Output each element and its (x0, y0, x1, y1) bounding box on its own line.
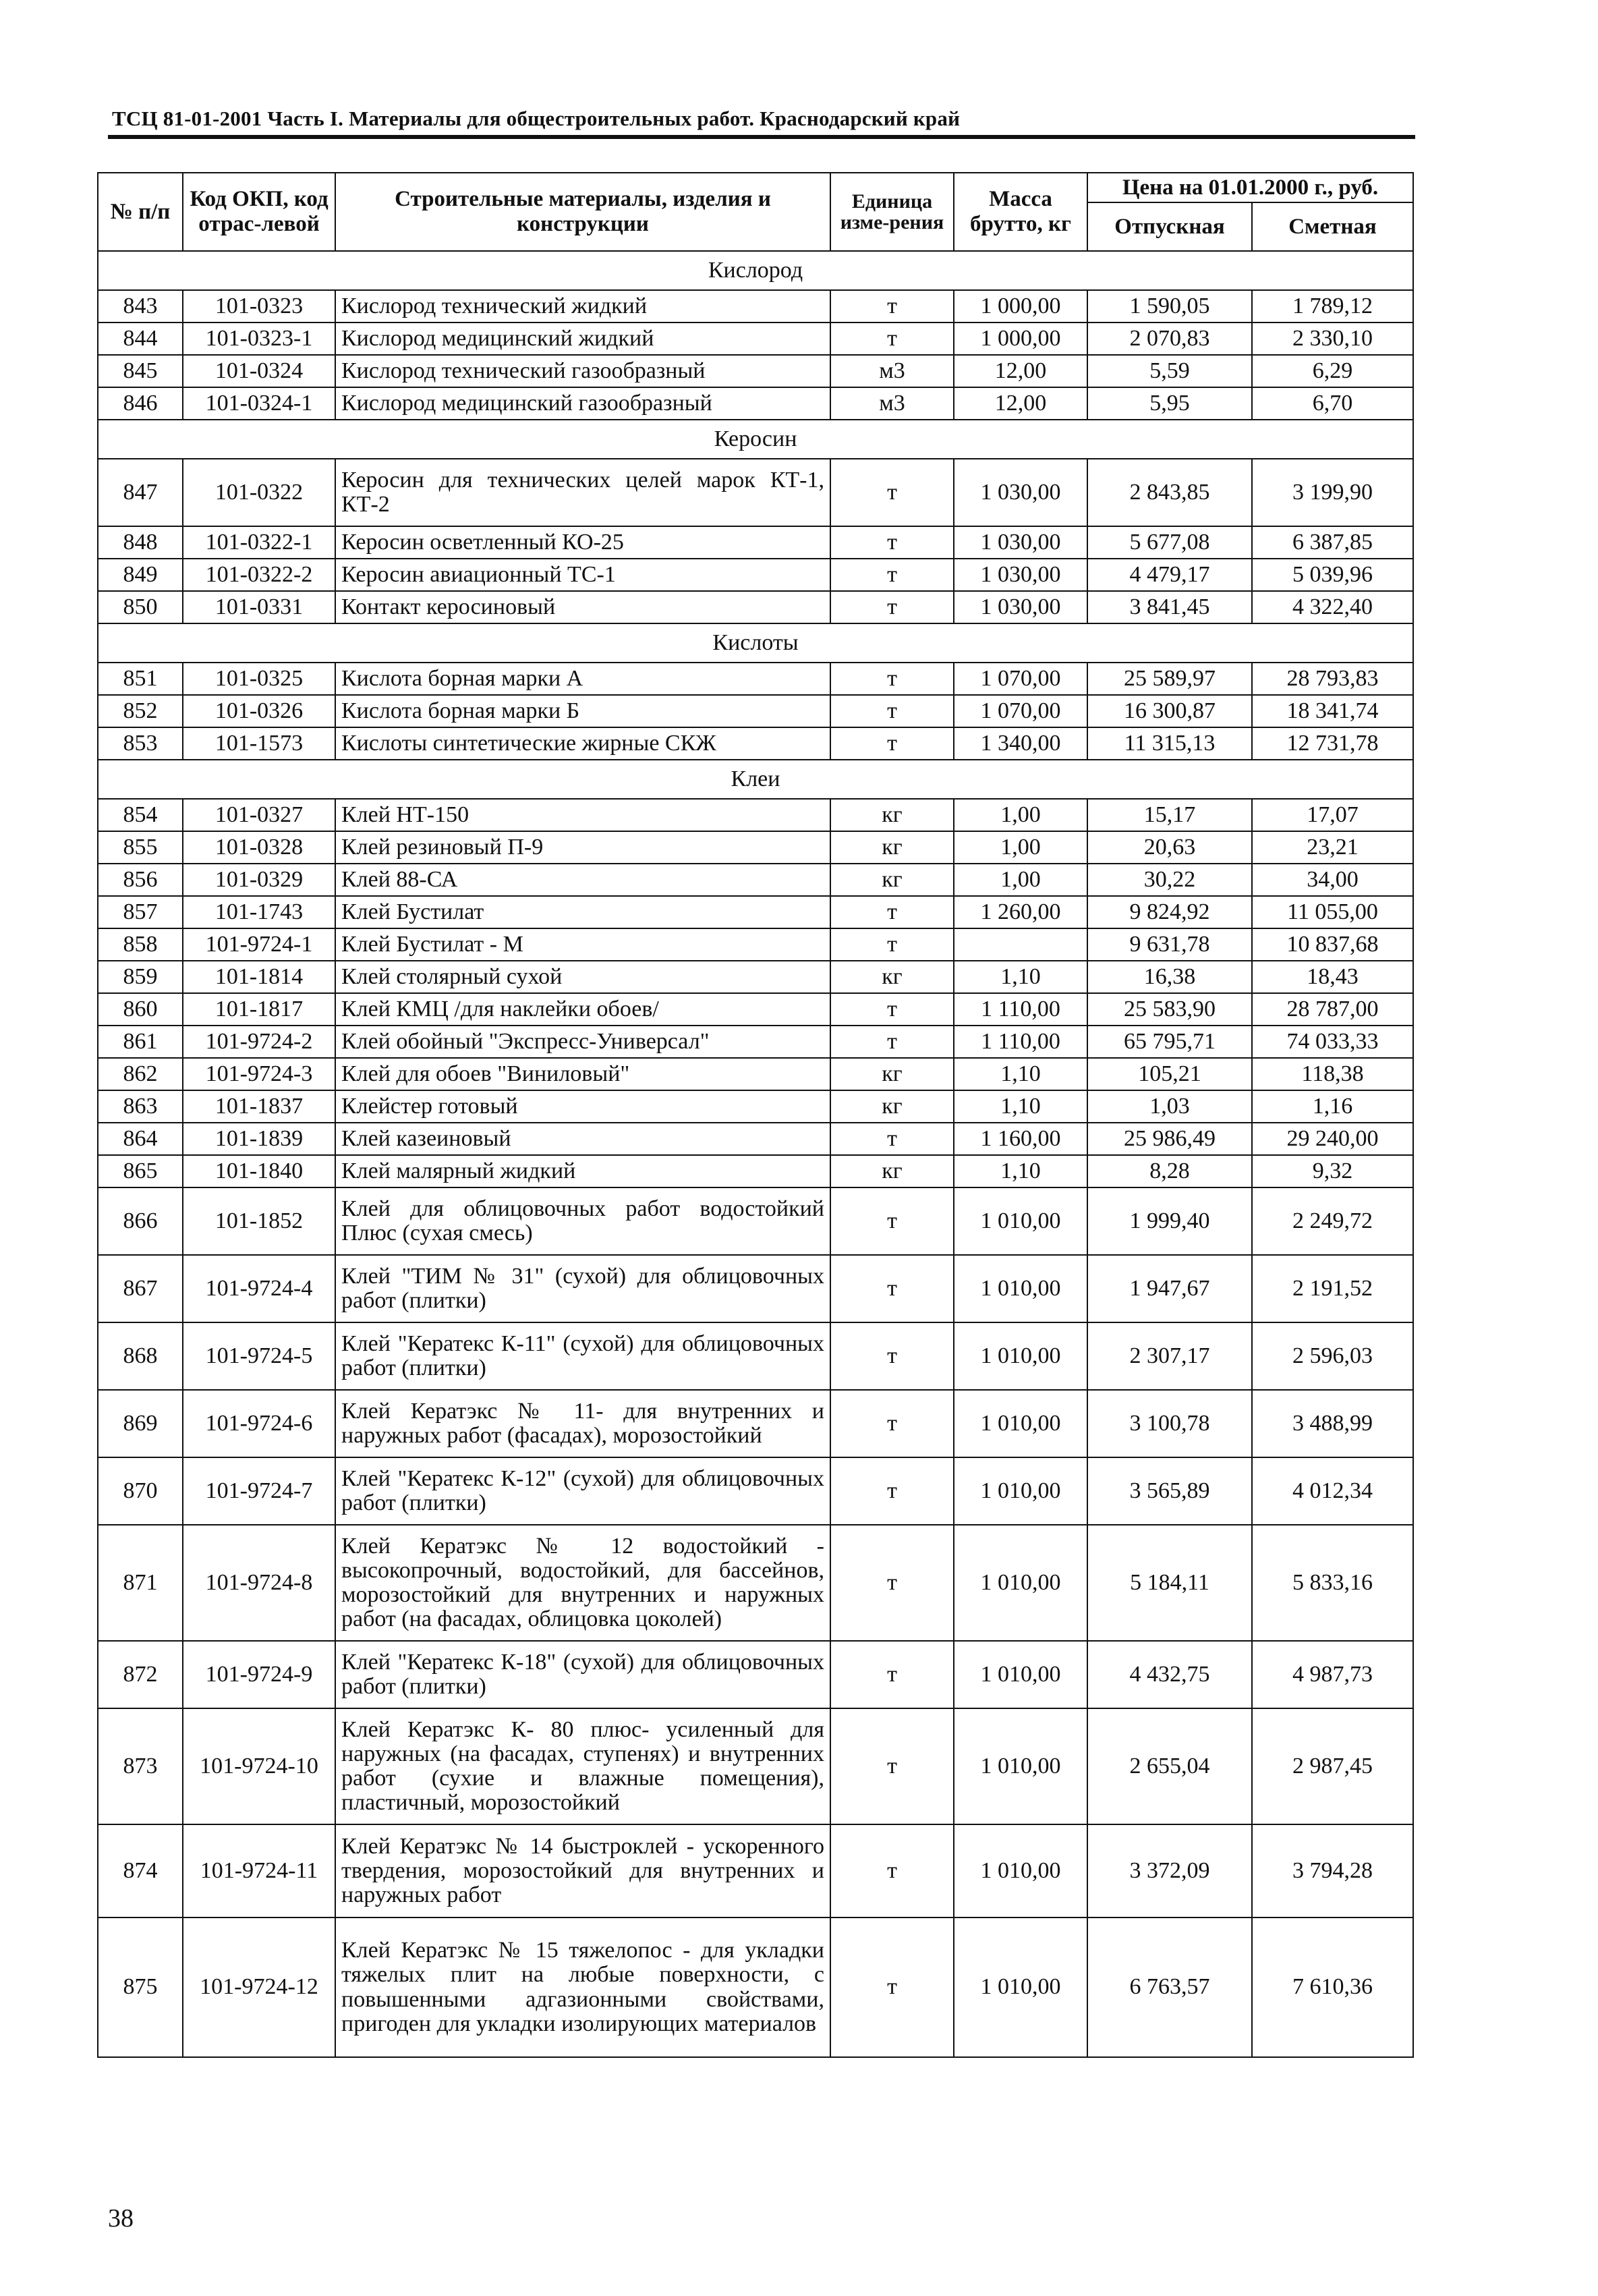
okp-code-cell: 101-0326 (183, 695, 335, 727)
material-name-cell: Кислота борная марки Б (335, 695, 830, 727)
estimate-price-cell: 12 731,78 (1252, 727, 1413, 760)
estimate-price-cell: 29 240,00 (1252, 1123, 1413, 1155)
unit-cell: т (830, 1525, 954, 1641)
column-header-release: Отпускная (1087, 202, 1252, 251)
okp-code-cell: 101-1573 (183, 727, 335, 760)
okp-code-cell: 101-0324 (183, 355, 335, 387)
release-price-cell: 30,22 (1087, 864, 1252, 896)
mass-cell: 1,00 (954, 831, 1087, 864)
row-number-cell: 862 (98, 1058, 183, 1090)
mass-cell: 12,00 (954, 387, 1087, 420)
mass-cell: 1 010,00 (954, 1255, 1087, 1322)
column-header-price-group: Цена на 01.01.2000 г., руб. (1087, 173, 1413, 202)
okp-code-cell: 101-0329 (183, 864, 335, 896)
material-name-cell: Клей столярный сухой (335, 961, 830, 993)
release-price-cell: 6 763,57 (1087, 1917, 1252, 2057)
mass-cell: 1 010,00 (954, 1917, 1087, 2057)
mass-cell: 1 010,00 (954, 1824, 1087, 1917)
table-row (98, 663, 1413, 695)
okp-code-cell: 101-9724-4 (183, 1255, 335, 1322)
okp-code-cell: 101-1852 (183, 1187, 335, 1255)
okp-code-cell: 101-0323-1 (183, 323, 335, 355)
unit-cell: т (830, 459, 954, 526)
section-title: Клеи (98, 760, 1413, 799)
row-number-cell: 849 (98, 559, 183, 591)
table-row (98, 1026, 1413, 1058)
row-number-cell: 847 (98, 459, 183, 526)
estimate-price-cell: 18 341,74 (1252, 695, 1413, 727)
materials-price-table (97, 172, 1414, 2058)
estimate-price-cell: 3 199,90 (1252, 459, 1413, 526)
row-number-cell: 863 (98, 1090, 183, 1123)
table-row (98, 1255, 1413, 1322)
row-number-cell: 846 (98, 387, 183, 420)
header-rule (108, 135, 1415, 139)
release-price-cell: 20,63 (1087, 831, 1252, 864)
release-price-cell: 9 631,78 (1087, 928, 1252, 961)
material-name-cell: Клей 88-СА (335, 864, 830, 896)
row-number-cell: 875 (98, 1917, 183, 2057)
release-price-cell: 1 999,40 (1087, 1187, 1252, 1255)
unit-cell: кг (830, 1090, 954, 1123)
table-row (98, 1322, 1413, 1390)
estimate-price-cell: 1 789,12 (1252, 290, 1413, 323)
okp-code-cell: 101-9724-12 (183, 1917, 335, 2057)
estimate-price-cell: 4 987,73 (1252, 1641, 1413, 1708)
estimate-price-cell: 2 191,52 (1252, 1255, 1413, 1322)
release-price-cell: 4 479,17 (1087, 559, 1252, 591)
okp-code-cell: 101-1837 (183, 1090, 335, 1123)
release-price-cell: 15,17 (1087, 799, 1252, 831)
unit-cell: т (830, 591, 954, 623)
unit-cell: т (830, 1187, 954, 1255)
material-name-cell: Клей для обоев "Виниловый" (335, 1058, 830, 1090)
mass-cell: 1 110,00 (954, 1026, 1087, 1058)
mass-cell: 1 010,00 (954, 1641, 1087, 1708)
mass-cell: 1 000,00 (954, 323, 1087, 355)
okp-code-cell: 101-9724-8 (183, 1525, 335, 1641)
material-name-cell: Клей обойный "Экспресс-Универсал" (335, 1026, 830, 1058)
okp-code-cell: 101-0322 (183, 459, 335, 526)
mass-cell: 1 160,00 (954, 1123, 1087, 1155)
unit-cell: кг (830, 1155, 954, 1187)
estimate-price-cell: 2 249,72 (1252, 1187, 1413, 1255)
release-price-cell: 25 589,97 (1087, 663, 1252, 695)
okp-code-cell: 101-0323 (183, 290, 335, 323)
estimate-price-cell: 3 794,28 (1252, 1824, 1413, 1917)
column-header-num: № п/п (98, 173, 183, 251)
table-row (98, 993, 1413, 1026)
mass-cell (954, 928, 1087, 961)
mass-cell: 1 260,00 (954, 896, 1087, 928)
okp-code-cell: 101-1817 (183, 993, 335, 1026)
material-name-cell: Керосин авиационный ТС-1 (335, 559, 830, 591)
estimate-price-cell: 10 837,68 (1252, 928, 1413, 961)
release-price-cell: 3 841,45 (1087, 591, 1252, 623)
mass-cell: 1 030,00 (954, 559, 1087, 591)
material-name-cell: Клей резиновый П-9 (335, 831, 830, 864)
unit-cell: т (830, 1708, 954, 1824)
okp-code-cell: 101-0325 (183, 663, 335, 695)
row-number-cell: 865 (98, 1155, 183, 1187)
unit-cell: т (830, 1390, 954, 1457)
estimate-price-cell: 7 610,36 (1252, 1917, 1413, 2057)
material-name-cell: Кислород технический газообразный (335, 355, 830, 387)
column-header-mass: Масса брутто, кг (954, 173, 1087, 251)
row-number-cell: 874 (98, 1824, 183, 1917)
release-price-cell: 25 583,90 (1087, 993, 1252, 1026)
table-body (98, 251, 1413, 2057)
release-price-cell: 2 307,17 (1087, 1322, 1252, 1390)
table-row (98, 864, 1413, 896)
estimate-price-cell: 118,38 (1252, 1058, 1413, 1090)
row-number-cell: 860 (98, 993, 183, 1026)
unit-cell: т (830, 1026, 954, 1058)
unit-cell: кг (830, 864, 954, 896)
column-header-code: Код ОКП, код отрас-левой (183, 173, 335, 251)
estimate-price-cell: 17,07 (1252, 799, 1413, 831)
column-header-name: Строительные материалы, изделия и конструкции (335, 173, 830, 251)
row-number-cell: 856 (98, 864, 183, 896)
material-name-cell: Клей Кератэкс № 14 быстроклей - ускоренного твердения, морозостойкий для внутренних и наружных работ (335, 1824, 830, 1917)
estimate-price-cell: 74 033,33 (1252, 1026, 1413, 1058)
release-price-cell: 65 795,71 (1087, 1026, 1252, 1058)
unit-cell: т (830, 727, 954, 760)
unit-cell: кг (830, 831, 954, 864)
material-name-cell: Керосин осветленный КО-25 (335, 526, 830, 559)
section-heading-row (98, 251, 1413, 290)
material-name-cell: Кислород медицинский жидкий (335, 323, 830, 355)
row-number-cell: 867 (98, 1255, 183, 1322)
mass-cell: 1 000,00 (954, 290, 1087, 323)
material-name-cell: Клей Бустилат (335, 896, 830, 928)
estimate-price-cell: 5 833,16 (1252, 1525, 1413, 1641)
table-row (98, 323, 1413, 355)
unit-cell: т (830, 526, 954, 559)
release-price-cell: 4 432,75 (1087, 1641, 1252, 1708)
mass-cell: 1 030,00 (954, 591, 1087, 623)
estimate-price-cell: 6 387,85 (1252, 526, 1413, 559)
section-heading-row (98, 420, 1413, 459)
unit-cell: т (830, 993, 954, 1026)
estimate-price-cell: 4 012,34 (1252, 1457, 1413, 1525)
row-number-cell: 861 (98, 1026, 183, 1058)
mass-cell: 1 010,00 (954, 1457, 1087, 1525)
mass-cell: 1,10 (954, 1058, 1087, 1090)
material-name-cell: Клей Бустилат - М (335, 928, 830, 961)
unit-cell: т (830, 1457, 954, 1525)
estimate-price-cell: 6,70 (1252, 387, 1413, 420)
material-name-cell: Клей Кератэкс № 12 водостойкий - высокопрочный, водостойкий, для бассейнов, морозостойкий для внутренних и наружных работ (на фасадах, облицовка цоколей) (335, 1525, 830, 1641)
table-row (98, 559, 1413, 591)
material-name-cell: Клейстер готовый (335, 1090, 830, 1123)
release-price-cell: 3 100,78 (1087, 1390, 1252, 1457)
okp-code-cell: 101-1839 (183, 1123, 335, 1155)
okp-code-cell: 101-0327 (183, 799, 335, 831)
estimate-price-cell: 6,29 (1252, 355, 1413, 387)
okp-code-cell: 101-9724-6 (183, 1390, 335, 1457)
release-price-cell: 3 372,09 (1087, 1824, 1252, 1917)
table-row (98, 1058, 1413, 1090)
row-number-cell: 850 (98, 591, 183, 623)
material-name-cell: Клей для облицовочных работ водостойкий Плюс (сухая смесь) (335, 1187, 830, 1255)
mass-cell: 1 010,00 (954, 1322, 1087, 1390)
estimate-price-cell: 4 322,40 (1252, 591, 1413, 623)
release-price-cell: 16,38 (1087, 961, 1252, 993)
material-name-cell: Кислота борная марки А (335, 663, 830, 695)
table-row (98, 1123, 1413, 1155)
row-number-cell: 854 (98, 799, 183, 831)
row-number-cell: 844 (98, 323, 183, 355)
estimate-price-cell: 3 488,99 (1252, 1390, 1413, 1457)
material-name-cell: Кислоты синтетические жирные СКЖ (335, 727, 830, 760)
unit-cell: т (830, 1123, 954, 1155)
estimate-price-cell: 5 039,96 (1252, 559, 1413, 591)
row-number-cell: 857 (98, 896, 183, 928)
table-row (98, 355, 1413, 387)
okp-code-cell: 101-1814 (183, 961, 335, 993)
table-row (98, 526, 1413, 559)
table-row (98, 727, 1413, 760)
row-number-cell: 869 (98, 1390, 183, 1457)
table-row (98, 591, 1413, 623)
table-row (98, 831, 1413, 864)
estimate-price-cell: 23,21 (1252, 831, 1413, 864)
material-name-cell: Клей КМЦ /для наклейки обоев/ (335, 993, 830, 1026)
mass-cell: 1,10 (954, 1155, 1087, 1187)
release-price-cell: 105,21 (1087, 1058, 1252, 1090)
unit-cell: т (830, 928, 954, 961)
table-row (98, 1090, 1413, 1123)
estimate-price-cell: 34,00 (1252, 864, 1413, 896)
okp-code-cell: 101-9724-1 (183, 928, 335, 961)
row-number-cell: 855 (98, 831, 183, 864)
mass-cell: 1,10 (954, 1090, 1087, 1123)
table-row (98, 387, 1413, 420)
release-price-cell: 16 300,87 (1087, 695, 1252, 727)
table-header (98, 173, 1413, 251)
mass-cell: 1 070,00 (954, 695, 1087, 727)
table-row (98, 799, 1413, 831)
material-name-cell: Клей "Кератекс К-11" (сухой) для облицовочных работ (плитки) (335, 1322, 830, 1390)
row-number-cell: 843 (98, 290, 183, 323)
mass-cell: 12,00 (954, 355, 1087, 387)
table-row (98, 459, 1413, 526)
section-heading-row (98, 760, 1413, 799)
release-price-cell: 9 824,92 (1087, 896, 1252, 928)
unit-cell: т (830, 1641, 954, 1708)
page-number: 38 (108, 2204, 134, 2233)
estimate-price-cell: 28 787,00 (1252, 993, 1413, 1026)
row-number-cell: 858 (98, 928, 183, 961)
mass-cell: 1 030,00 (954, 526, 1087, 559)
material-name-cell: Клей Кератэкс К- 80 плюс- усиленный для наружных (на фасадах, ступенях) и внутренних работ (сухие и влажные помещения), пластичный, морозостойкий (335, 1708, 830, 1824)
material-name-cell: Клей Кератэкс № 15 тяжелопос - для укладки тяжелых плит на любые поверхности, с повышенными адгазионными свойствами, пригоден для укладки изолирующих материалов (335, 1917, 830, 2057)
table-row (98, 1708, 1413, 1824)
release-price-cell: 5,95 (1087, 387, 1252, 420)
okp-code-cell: 101-9724-9 (183, 1641, 335, 1708)
material-name-cell: Клей "Кератекс К-12" (сухой) для облицовочных работ (плитки) (335, 1457, 830, 1525)
row-number-cell: 853 (98, 727, 183, 760)
row-number-cell: 871 (98, 1525, 183, 1641)
material-name-cell: Клей "ТИМ № 31" (сухой) для облицовочных работ (плитки) (335, 1255, 830, 1322)
estimate-price-cell: 1,16 (1252, 1090, 1413, 1123)
row-number-cell: 852 (98, 695, 183, 727)
mass-cell: 1 110,00 (954, 993, 1087, 1026)
okp-code-cell: 101-0328 (183, 831, 335, 864)
okp-code-cell: 101-9724-10 (183, 1708, 335, 1824)
material-name-cell: Кислород технический жидкий (335, 290, 830, 323)
table-row (98, 695, 1413, 727)
unit-cell: т (830, 663, 954, 695)
row-number-cell: 864 (98, 1123, 183, 1155)
okp-code-cell: 101-9724-11 (183, 1824, 335, 1917)
release-price-cell: 5 184,11 (1087, 1525, 1252, 1641)
unit-cell: т (830, 290, 954, 323)
mass-cell: 1,00 (954, 799, 1087, 831)
table-row (98, 896, 1413, 928)
row-number-cell: 873 (98, 1708, 183, 1824)
row-number-cell: 845 (98, 355, 183, 387)
mass-cell: 1 340,00 (954, 727, 1087, 760)
mass-cell: 1,10 (954, 961, 1087, 993)
table-row (98, 961, 1413, 993)
row-number-cell: 872 (98, 1641, 183, 1708)
table-row (98, 1457, 1413, 1525)
row-number-cell: 848 (98, 526, 183, 559)
release-price-cell: 1,03 (1087, 1090, 1252, 1123)
column-header-estimate: Сметная (1252, 202, 1413, 251)
table-row (98, 1824, 1413, 1917)
table-row (98, 1155, 1413, 1187)
column-header-unit: Единица изме-рения (830, 173, 954, 251)
estimate-price-cell: 9,32 (1252, 1155, 1413, 1187)
unit-cell: т (830, 896, 954, 928)
table-row (98, 290, 1413, 323)
mass-cell: 1 030,00 (954, 459, 1087, 526)
release-price-cell: 8,28 (1087, 1155, 1252, 1187)
table-row (98, 1390, 1413, 1457)
table-row (98, 1187, 1413, 1255)
release-price-cell: 2 070,83 (1087, 323, 1252, 355)
release-price-cell: 25 986,49 (1087, 1123, 1252, 1155)
material-name-cell: Керосин для технических целей марок КТ-1, КТ-2 (335, 459, 830, 526)
unit-cell: т (830, 1917, 954, 2057)
section-heading-row (98, 623, 1413, 663)
unit-cell: м3 (830, 387, 954, 420)
unit-cell: м3 (830, 355, 954, 387)
unit-cell: т (830, 695, 954, 727)
okp-code-cell: 101-0331 (183, 591, 335, 623)
material-name-cell: Клей казеиновый (335, 1123, 830, 1155)
unit-cell: т (830, 1322, 954, 1390)
material-name-cell: Клей НТ-150 (335, 799, 830, 831)
row-number-cell: 870 (98, 1457, 183, 1525)
section-title: Кислоты (98, 623, 1413, 663)
estimate-price-cell: 11 055,00 (1252, 896, 1413, 928)
estimate-price-cell: 2 987,45 (1252, 1708, 1413, 1824)
estimate-price-cell: 2 596,03 (1252, 1322, 1413, 1390)
mass-cell: 1,00 (954, 864, 1087, 896)
material-name-cell: Контакт керосиновый (335, 591, 830, 623)
release-price-cell: 2 843,85 (1087, 459, 1252, 526)
okp-code-cell: 101-9724-3 (183, 1058, 335, 1090)
mass-cell: 1 070,00 (954, 663, 1087, 695)
unit-cell: кг (830, 961, 954, 993)
estimate-price-cell: 18,43 (1252, 961, 1413, 993)
release-price-cell: 5 677,08 (1087, 526, 1252, 559)
unit-cell: т (830, 1255, 954, 1322)
row-number-cell: 868 (98, 1322, 183, 1390)
table-row (98, 1525, 1413, 1641)
row-number-cell: 851 (98, 663, 183, 695)
table-row (98, 1641, 1413, 1708)
section-title: Кислород (98, 251, 1413, 290)
unit-cell: кг (830, 799, 954, 831)
estimate-price-cell: 28 793,83 (1252, 663, 1413, 695)
okp-code-cell: 101-9724-2 (183, 1026, 335, 1058)
unit-cell: кг (830, 1058, 954, 1090)
okp-code-cell: 101-0322-2 (183, 559, 335, 591)
material-name-cell: Клей "Кератекс К-18" (сухой) для облицовочных работ (плитки) (335, 1641, 830, 1708)
okp-code-cell: 101-1840 (183, 1155, 335, 1187)
okp-code-cell: 101-9724-7 (183, 1457, 335, 1525)
material-name-cell: Клей Кератэкс № 11- для внутренних и наружных работ (фасадах), морозостойкий (335, 1390, 830, 1457)
unit-cell: т (830, 1824, 954, 1917)
release-price-cell: 3 565,89 (1087, 1457, 1252, 1525)
release-price-cell: 1 947,67 (1087, 1255, 1252, 1322)
mass-cell: 1 010,00 (954, 1708, 1087, 1824)
material-name-cell: Клей малярный жидкий (335, 1155, 830, 1187)
okp-code-cell: 101-0324-1 (183, 387, 335, 420)
mass-cell: 1 010,00 (954, 1525, 1087, 1641)
table-row (98, 928, 1413, 961)
table-row (98, 1917, 1413, 2057)
document-header: ТСЦ 81-01-2001 Часть I. Материалы для общестроительных работ. Краснодарский край (112, 107, 961, 130)
unit-cell: т (830, 559, 954, 591)
release-price-cell: 11 315,13 (1087, 727, 1252, 760)
release-price-cell: 5,59 (1087, 355, 1252, 387)
okp-code-cell: 101-9724-5 (183, 1322, 335, 1390)
row-number-cell: 859 (98, 961, 183, 993)
estimate-price-cell: 2 330,10 (1252, 323, 1413, 355)
release-price-cell: 1 590,05 (1087, 290, 1252, 323)
mass-cell: 1 010,00 (954, 1187, 1087, 1255)
mass-cell: 1 010,00 (954, 1390, 1087, 1457)
okp-code-cell: 101-0322-1 (183, 526, 335, 559)
okp-code-cell: 101-1743 (183, 896, 335, 928)
release-price-cell: 2 655,04 (1087, 1708, 1252, 1824)
material-name-cell: Кислород медицинский газообразный (335, 387, 830, 420)
unit-cell: т (830, 323, 954, 355)
section-title: Керосин (98, 420, 1413, 459)
row-number-cell: 866 (98, 1187, 183, 1255)
